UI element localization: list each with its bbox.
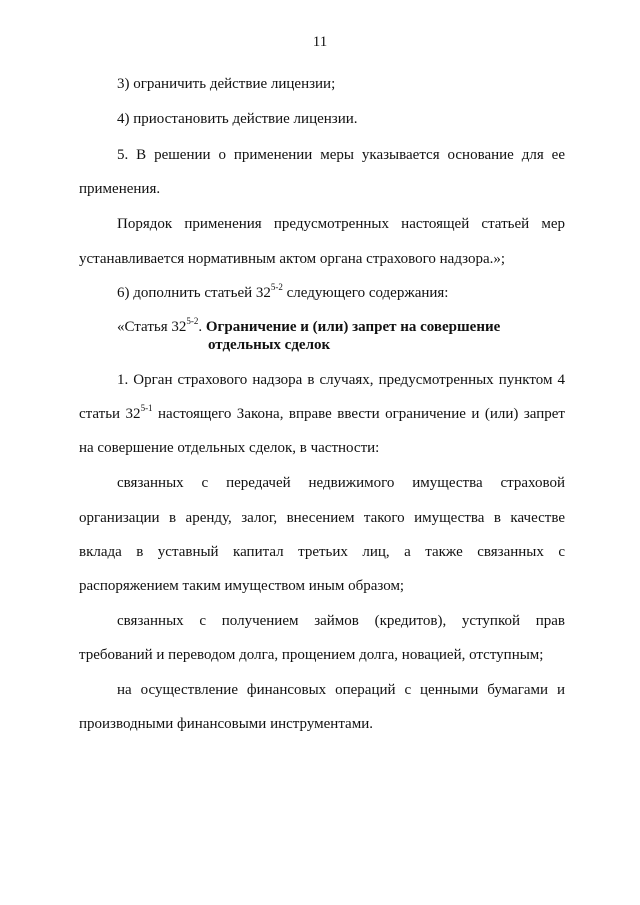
loans-line-2: требований и переводом долга, прощением долга, новацией, отступным; (79, 647, 544, 663)
procedure-line-2: устанавливается нормативным актом органа страхового надзора.»; (79, 251, 506, 267)
article-superscript: 5-2 (186, 316, 199, 326)
item-6 (117, 284, 448, 302)
article-heading-line-1 (117, 318, 500, 336)
page-number: 11 (312, 34, 328, 50)
procedure-line-1: Порядок применения предусмотренных настоящей статьей мер (117, 216, 565, 232)
item-6-suffix: следующего содержания: (282, 285, 449, 301)
realty-line-3: вклада в уставный капитал третьих лиц, а также связанных с (79, 544, 565, 560)
list-item-4: 4) приостановить действие лицензии. (117, 111, 358, 127)
item-6-prefix: 6) дополнить статьей 32 (117, 285, 271, 301)
item-6-superscript: 5-2 (270, 282, 283, 292)
clause-1-line-2-suffix: настоящего Закона, вправе ввести ограничение и (или) запрет (152, 406, 565, 422)
loans-line-1: связанных с получением займов (кредитов), уступкой прав (117, 613, 565, 629)
clause-1-line-2-prefix: статьи 32 (79, 406, 141, 422)
paragraph-5-line-1: 5. В решении о применении меры указывается основание для ее (117, 147, 565, 163)
paragraph-5-line-2: применения. (79, 181, 161, 197)
securities-line-2: производными финансовыми инструментами. (79, 716, 373, 732)
article-title-line-2: отдельных сделок (208, 337, 331, 353)
clause-1-line-1: 1. Орган страхового надзора в случаях, предусмотренных пунктом 4 (117, 372, 565, 388)
clause-1-line-2 (79, 405, 565, 423)
clause-1-line-3: на совершение отдельных сделок, в частности: (79, 440, 380, 456)
article-prefix: «Статья 32 (117, 319, 187, 335)
realty-line-2: организации в аренду, залог, внесением такого имущества в качестве (79, 510, 565, 526)
realty-line-4: распоряжением таким имуществом иным образом; (79, 578, 405, 594)
article-dot: . (198, 319, 206, 335)
realty-line-1: связанных с передачей недвижимого имущества страховой (117, 475, 565, 491)
clause-1-superscript: 5-1 (140, 403, 153, 413)
securities-line-1: на осуществление финансовых операций с ценными бумагами и (117, 682, 565, 698)
list-item-3: 3) ограничить действие лицензии; (117, 76, 336, 92)
article-title-line-1: Ограничение и (или) запрет на совершение (205, 319, 501, 335)
